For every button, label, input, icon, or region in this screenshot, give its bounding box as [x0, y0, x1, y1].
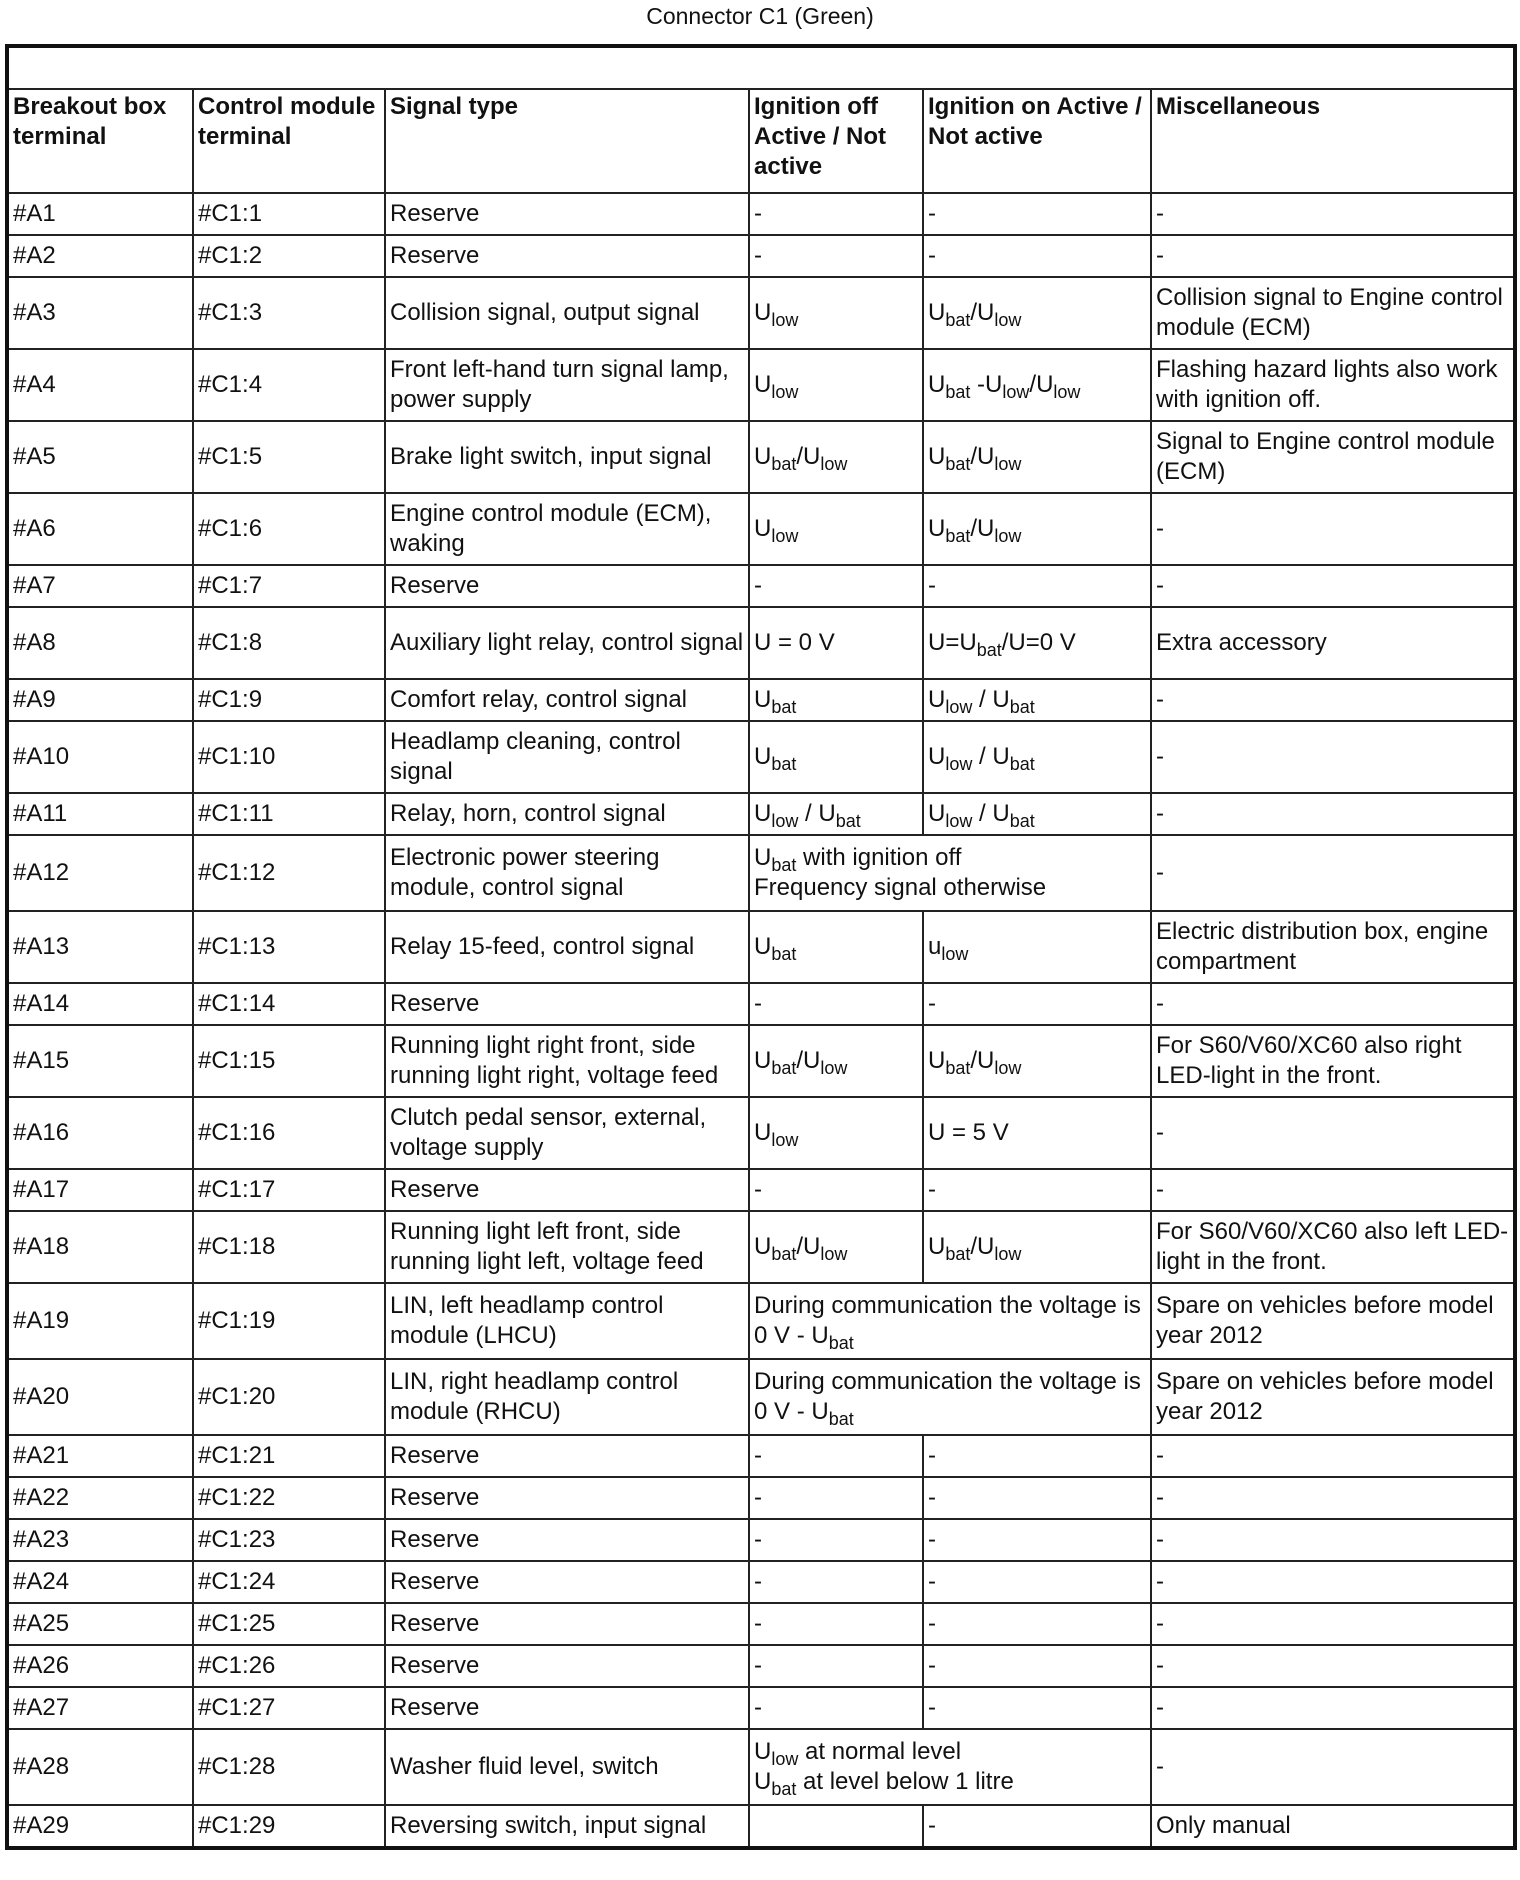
signal-type-cell: Reserve	[385, 1645, 749, 1687]
breakout-box-terminal-cell: #A21	[7, 1435, 193, 1477]
signal-type-cell: Relay 15-feed, control signal	[385, 911, 749, 983]
breakout-box-terminal-cell: #A6	[7, 493, 193, 565]
table-row	[7, 793, 1515, 835]
table-row	[7, 277, 1515, 349]
breakout-box-terminal-cell: #A20	[7, 1359, 193, 1435]
control-module-terminal-cell: #C1:9	[193, 679, 385, 721]
ignition-on-cell: -	[923, 1519, 1151, 1561]
ignition-on-cell: -	[923, 1603, 1151, 1645]
miscellaneous-cell: Spare on vehicles before model year 2012	[1151, 1359, 1515, 1435]
miscellaneous-cell: -	[1151, 1477, 1515, 1519]
miscellaneous-cell: -	[1151, 679, 1515, 721]
signal-type-cell: Reserve	[385, 1477, 749, 1519]
control-module-terminal-cell: #C1:28	[193, 1729, 385, 1805]
ignition-merged-line-1: $U_{low}$ at normal level	[754, 1738, 962, 1769]
table-row	[7, 565, 1515, 607]
ignition-off-cell	[749, 1805, 923, 1848]
ignition-on-cell: U = 5 V	[923, 1097, 1151, 1169]
ignition-off-cell: $U_{low}$	[749, 277, 923, 349]
breakout-box-terminal-cell: #A22	[7, 1477, 193, 1519]
signal-type-cell: Front left-hand turn signal lamp, power supply	[385, 349, 749, 421]
header-miscellaneous: Miscellaneous	[1151, 89, 1515, 193]
ignition-off-cell: -	[749, 983, 923, 1025]
header-signal-type: Signal type	[385, 89, 749, 193]
miscellaneous-cell: Electric distribution box, engine compartment	[1151, 911, 1515, 983]
breakout-box-terminal-cell: #A25	[7, 1603, 193, 1645]
ignition-off-cell: -	[749, 1435, 923, 1477]
ignition-off-cell: -	[749, 1603, 923, 1645]
ignition-on-cell: -	[923, 193, 1151, 235]
signal-type-cell: Auxiliary light relay, control signal	[385, 607, 749, 679]
table-row	[7, 1687, 1515, 1729]
ignition-off-cell: -	[749, 193, 923, 235]
miscellaneous-cell: -	[1151, 565, 1515, 607]
breakout-box-terminal-cell: #A23	[7, 1519, 193, 1561]
table-row	[7, 983, 1515, 1025]
miscellaneous-cell: -	[1151, 1645, 1515, 1687]
table-row	[7, 421, 1515, 493]
signal-type-cell: Washer fluid level, switch	[385, 1729, 749, 1805]
breakout-box-terminal-cell: #A14	[7, 983, 193, 1025]
control-module-terminal-cell: #C1:13	[193, 911, 385, 983]
signal-type-cell: LIN, right headlamp control module (RHCU)	[385, 1359, 749, 1435]
table-row	[7, 1729, 1515, 1805]
signal-type-cell: Clutch pedal sensor, external, voltage supply	[385, 1097, 749, 1169]
ignition-on-cell: -	[923, 983, 1151, 1025]
ignition-off-cell: -	[749, 1561, 923, 1603]
ignition-off-cell: $U_{bat}/U_{low}$	[749, 421, 923, 493]
ignition-off-cell: -	[749, 235, 923, 277]
breakout-box-terminal-cell: #A17	[7, 1169, 193, 1211]
signal-type-cell: Reserve	[385, 1561, 749, 1603]
control-module-terminal-cell: #C1:26	[193, 1645, 385, 1687]
miscellaneous-cell: For S60/V60/XC60 also right LED-light in the front.	[1151, 1025, 1515, 1097]
ignition-on-cell: -	[923, 1169, 1151, 1211]
table-row	[7, 835, 1515, 911]
breakout-box-terminal-cell: #A29	[7, 1805, 193, 1848]
breakout-box-terminal-cell: #A26	[7, 1645, 193, 1687]
signal-type-cell: Reserve	[385, 565, 749, 607]
breakout-box-terminal-cell: #A5	[7, 421, 193, 493]
ignition-on-cell: -	[923, 1687, 1151, 1729]
miscellaneous-cell: Signal to Engine control module (ECM)	[1151, 421, 1515, 493]
breakout-box-terminal-cell: #A10	[7, 721, 193, 793]
control-module-terminal-cell: #C1:27	[193, 1687, 385, 1729]
ignition-off-cell: -	[749, 565, 923, 607]
control-module-terminal-cell: #C1:6	[193, 493, 385, 565]
ignition-off-cell: U = 0 V	[749, 607, 923, 679]
miscellaneous-cell: -	[1151, 983, 1515, 1025]
ignition-on-cell: $U_{low} / U_{bat}$	[923, 679, 1151, 721]
breakout-box-terminal-cell: #A19	[7, 1283, 193, 1359]
miscellaneous-cell: Flashing hazard lights also work with ignition off.	[1151, 349, 1515, 421]
ignition-on-cell: -	[923, 235, 1151, 277]
breakout-box-terminal-cell: #A27	[7, 1687, 193, 1729]
ignition-on-cell: $U_{bat}/U_{low}$	[923, 277, 1151, 349]
control-module-terminal-cell: #C1:17	[193, 1169, 385, 1211]
miscellaneous-cell: -	[1151, 835, 1515, 911]
control-module-terminal-cell: #C1:7	[193, 565, 385, 607]
control-module-terminal-cell: #C1:23	[193, 1519, 385, 1561]
signal-type-cell: Running light right front, side running light right, voltage feed	[385, 1025, 749, 1097]
ignition-off-cell: -	[749, 1169, 923, 1211]
ignition-merged-line-2: $U_{bat}$ at level below 1 litre	[754, 1768, 1014, 1799]
table-row	[7, 1805, 1515, 1848]
control-module-terminal-cell: #C1:3	[193, 277, 385, 349]
header-ignition-on: Ignition on Active / Not active	[923, 89, 1151, 193]
ignition-merged-cell: During communication the voltage is 0 V - $U_{bat}$	[749, 1359, 1151, 1435]
control-module-terminal-cell: #C1:21	[193, 1435, 385, 1477]
ignition-off-cell: $U_{bat}$	[749, 721, 923, 793]
control-module-terminal-cell: #C1:20	[193, 1359, 385, 1435]
ignition-off-cell: $U_{bat}/U_{low}$	[749, 1025, 923, 1097]
ignition-on-cell: $U_{low} / U_{bat}$	[923, 793, 1151, 835]
table-row	[7, 1603, 1515, 1645]
ignition-merged-cell	[749, 1729, 1151, 1805]
ignition-off-cell: $U_{low} / U_{bat}$	[749, 793, 923, 835]
header-row	[7, 89, 1515, 193]
ignition-off-cell: -	[749, 1477, 923, 1519]
breakout-box-terminal-cell: #A1	[7, 193, 193, 235]
breakout-box-terminal-cell: #A24	[7, 1561, 193, 1603]
ignition-off-cell: $U_{low}$	[749, 1097, 923, 1169]
table-row	[7, 1025, 1515, 1097]
control-module-terminal-cell: #C1:19	[193, 1283, 385, 1359]
table-row	[7, 349, 1515, 421]
control-module-terminal-cell: #C1:15	[193, 1025, 385, 1097]
banner-cell	[7, 46, 1515, 89]
table-row	[7, 607, 1515, 679]
miscellaneous-cell: Only manual	[1151, 1805, 1515, 1848]
signal-type-cell: Reserve	[385, 1603, 749, 1645]
breakout-box-terminal-cell: #A15	[7, 1025, 193, 1097]
signal-type-cell: Reserve	[385, 1169, 749, 1211]
miscellaneous-cell: -	[1151, 1729, 1515, 1805]
control-module-terminal-cell: #C1:2	[193, 235, 385, 277]
table-row	[7, 911, 1515, 983]
ignition-on-cell: $U_{bat}$ $-U_{low}/U_{low}$	[923, 349, 1151, 421]
control-module-terminal-cell: #C1:14	[193, 983, 385, 1025]
miscellaneous-cell: -	[1151, 1603, 1515, 1645]
breakout-box-terminal-cell: #A12	[7, 835, 193, 911]
signal-type-cell: Brake light switch, input signal	[385, 421, 749, 493]
ignition-off-cell: $U_{bat}/U_{low}$	[749, 1211, 923, 1283]
ignition-on-cell: $U_{bat}/U_{low}$	[923, 421, 1151, 493]
miscellaneous-cell: -	[1151, 193, 1515, 235]
header-breakout-box-terminal: Breakout box terminal	[7, 89, 193, 193]
ignition-merged-line-1: $U_{bat}$ with ignition off	[754, 844, 962, 875]
ignition-merged-cell: During communication the voltage is 0 V - $U_{bat}$	[749, 1283, 1151, 1359]
breakout-box-terminal-cell: #A28	[7, 1729, 193, 1805]
signal-type-cell: Comfort relay, control signal	[385, 679, 749, 721]
ignition-off-cell: -	[749, 1519, 923, 1561]
signal-type-cell: Reserve	[385, 1519, 749, 1561]
table-row	[7, 1435, 1515, 1477]
control-module-terminal-cell: #C1:25	[193, 1603, 385, 1645]
signal-type-cell: Engine control module (ECM), waking	[385, 493, 749, 565]
signal-type-cell: Reserve	[385, 1687, 749, 1729]
control-module-terminal-cell: #C1:24	[193, 1561, 385, 1603]
ignition-off-cell: $U_{low}$	[749, 493, 923, 565]
table-row	[7, 1359, 1515, 1435]
ignition-on-cell: -	[923, 1805, 1151, 1848]
breakout-box-terminal-cell: #A11	[7, 793, 193, 835]
control-module-terminal-cell: #C1:1	[193, 193, 385, 235]
ignition-on-cell: $U_{bat}/U_{low}$	[923, 1211, 1151, 1283]
ignition-on-cell: $U_{bat}/U_{low}$	[923, 1025, 1151, 1097]
table-row	[7, 193, 1515, 235]
table-row	[7, 1561, 1515, 1603]
signal-type-cell: Reversing switch, input signal	[385, 1805, 749, 1848]
signal-type-cell: Reserve	[385, 193, 749, 235]
ignition-on-cell: $U=U_{bat}/U=0$ V	[923, 607, 1151, 679]
ignition-on-cell: -	[923, 565, 1151, 607]
miscellaneous-cell: Extra accessory	[1151, 607, 1515, 679]
breakout-box-terminal-cell: #A18	[7, 1211, 193, 1283]
signal-type-cell: Electronic power steering module, control signal	[385, 835, 749, 911]
control-module-terminal-cell: #C1:8	[193, 607, 385, 679]
miscellaneous-cell: -	[1151, 1519, 1515, 1561]
ignition-off-cell: $U_{low}$	[749, 349, 923, 421]
table-row	[7, 1211, 1515, 1283]
breakout-box-terminal-cell: #A16	[7, 1097, 193, 1169]
miscellaneous-cell: Spare on vehicles before model year 2012	[1151, 1283, 1515, 1359]
ignition-merged-line-2: Frequency signal otherwise	[754, 874, 1047, 901]
ignition-on-cell: $u_{low}$	[923, 911, 1151, 983]
miscellaneous-cell: -	[1151, 1097, 1515, 1169]
connector-table	[5, 44, 1517, 1850]
table-row	[7, 235, 1515, 277]
breakout-box-terminal-cell: #A8	[7, 607, 193, 679]
miscellaneous-cell: -	[1151, 1561, 1515, 1603]
signal-type-cell: Running light left front, side running light left, voltage feed	[385, 1211, 749, 1283]
signal-type-cell: Collision signal, output signal	[385, 277, 749, 349]
table-row	[7, 1283, 1515, 1359]
control-module-terminal-cell: #C1:10	[193, 721, 385, 793]
breakout-box-terminal-cell: #A3	[7, 277, 193, 349]
breakout-box-terminal-cell: #A9	[7, 679, 193, 721]
ignition-off-cell: -	[749, 1687, 923, 1729]
control-module-terminal-cell: #C1:12	[193, 835, 385, 911]
table-row	[7, 493, 1515, 565]
table-row	[7, 1097, 1515, 1169]
miscellaneous-cell: -	[1151, 493, 1515, 565]
table-row	[7, 679, 1515, 721]
ignition-off-cell: -	[749, 1645, 923, 1687]
miscellaneous-cell: -	[1151, 721, 1515, 793]
ignition-off-cell: $U_{bat}$	[749, 911, 923, 983]
control-module-terminal-cell: #C1:16	[193, 1097, 385, 1169]
signal-type-cell: Relay, horn, control signal	[385, 793, 749, 835]
signal-type-cell: LIN, left headlamp control module (LHCU)	[385, 1283, 749, 1359]
miscellaneous-cell: -	[1151, 1169, 1515, 1211]
control-module-terminal-cell: #C1:18	[193, 1211, 385, 1283]
breakout-box-terminal-cell: #A2	[7, 235, 193, 277]
signal-type-cell: Headlamp cleaning, control signal	[385, 721, 749, 793]
control-module-terminal-cell: #C1:22	[193, 1477, 385, 1519]
table-row	[7, 1169, 1515, 1211]
miscellaneous-cell: For S60/V60/XC60 also left LED-light in the front.	[1151, 1211, 1515, 1283]
breakout-box-terminal-cell: #A7	[7, 565, 193, 607]
header-control-module-terminal: Control module terminal	[193, 89, 385, 193]
table-banner-row	[7, 46, 1515, 89]
ignition-on-cell: -	[923, 1561, 1151, 1603]
signal-type-cell: Reserve	[385, 235, 749, 277]
ignition-merged-cell	[749, 835, 1151, 911]
miscellaneous-cell: -	[1151, 235, 1515, 277]
ignition-on-cell: -	[923, 1645, 1151, 1687]
control-module-terminal-cell: #C1:11	[193, 793, 385, 835]
ignition-off-cell: $U_{bat}$	[749, 679, 923, 721]
ignition-on-cell: -	[923, 1477, 1151, 1519]
control-module-terminal-cell: #C1:5	[193, 421, 385, 493]
miscellaneous-cell: Collision signal to Engine control module (ECM)	[1151, 277, 1515, 349]
ignition-on-cell: $U_{bat}/U_{low}$	[923, 493, 1151, 565]
signal-type-cell: Reserve	[385, 1435, 749, 1477]
header-ignition-off: Ignition off Active / Not active	[749, 89, 923, 193]
control-module-terminal-cell: #C1:4	[193, 349, 385, 421]
table-row	[7, 1477, 1515, 1519]
breakout-box-terminal-cell: #A4	[7, 349, 193, 421]
table-row	[7, 1645, 1515, 1687]
table-row	[7, 1519, 1515, 1561]
signal-type-cell: Reserve	[385, 983, 749, 1025]
table-caption: Connector C1 (Green)	[646, 3, 874, 29]
ignition-on-cell: $U_{low} / U_{bat}$	[923, 721, 1151, 793]
table-row	[7, 721, 1515, 793]
breakout-box-terminal-cell: #A13	[7, 911, 193, 983]
ignition-on-cell: -	[923, 1435, 1151, 1477]
miscellaneous-cell: -	[1151, 1435, 1515, 1477]
miscellaneous-cell: -	[1151, 1687, 1515, 1729]
control-module-terminal-cell: #C1:29	[193, 1805, 385, 1848]
miscellaneous-cell: -	[1151, 793, 1515, 835]
